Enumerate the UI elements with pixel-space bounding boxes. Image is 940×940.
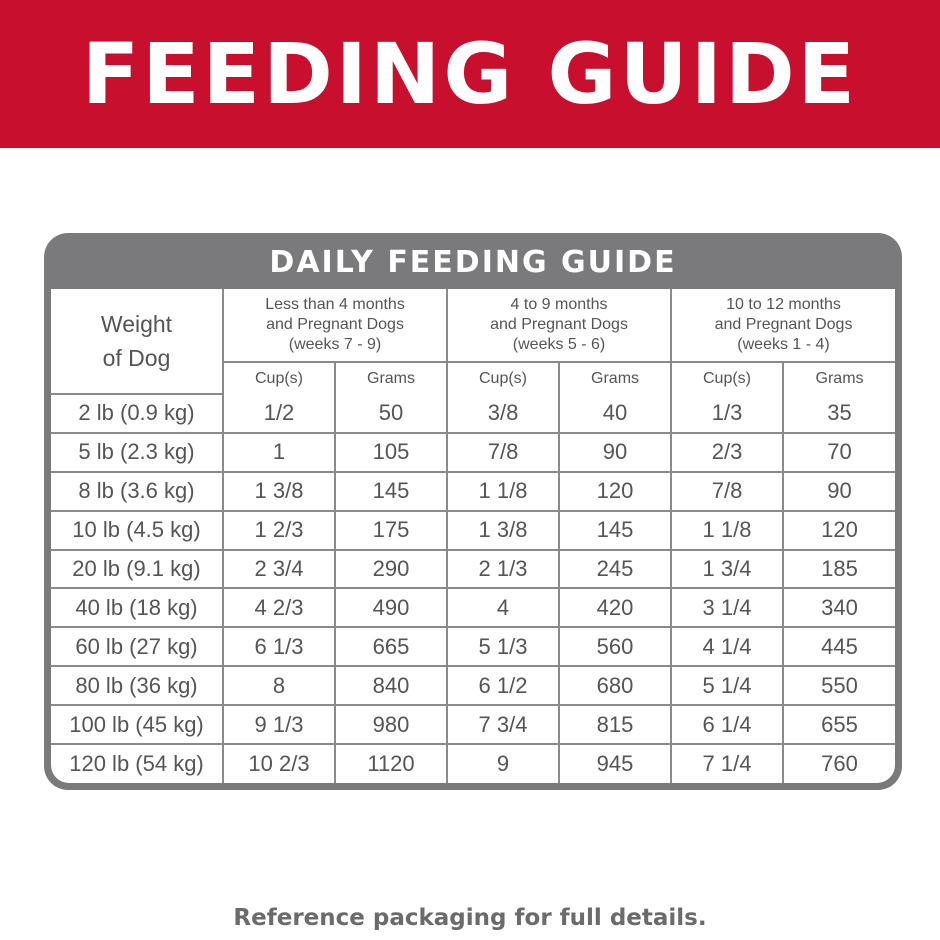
grams-cell: 290 — [335, 550, 447, 589]
cups-cell: 4 — [447, 588, 559, 627]
grams-cell: 90 — [559, 433, 671, 472]
grams-cell: 40 — [559, 394, 671, 433]
page-title: FEEDING GUIDE — [81, 25, 859, 123]
cups-cell: 1/2 — [223, 394, 335, 433]
cups-cell: 6 1/4 — [671, 705, 783, 744]
cups-cell: 4 2/3 — [223, 588, 335, 627]
grams-header: Grams — [559, 362, 671, 394]
table-row — [51, 588, 895, 627]
cups-cell: 9 1/3 — [223, 705, 335, 744]
cups-cell: 1 3/8 — [447, 511, 559, 550]
footer-note: Reference packaging for full details. — [233, 905, 707, 931]
grams-cell: 145 — [335, 472, 447, 511]
cups-cell: 1 3/4 — [671, 550, 783, 589]
grams-cell: 175 — [335, 511, 447, 550]
weight-column-header — [51, 289, 223, 394]
cups-cell: 7 3/4 — [447, 705, 559, 744]
weight-cell: 2 lb (0.9 kg) — [51, 394, 223, 433]
table-title: DAILY FEEDING GUIDE — [269, 244, 677, 280]
table-row — [51, 472, 895, 511]
grams-cell: 980 — [335, 705, 447, 744]
table-row — [51, 705, 895, 744]
grams-cell: 340 — [783, 588, 895, 627]
weight-cell: 8 lb (3.6 kg) — [51, 472, 223, 511]
group-header-line: and Pregnant Dogs — [490, 316, 628, 333]
grams-cell: 50 — [335, 394, 447, 433]
cups-cell: 4 1/4 — [671, 627, 783, 666]
header-banner — [0, 0, 940, 148]
age-group-header — [671, 289, 895, 362]
cups-cell: 1 — [223, 433, 335, 472]
cups-cell: 6 1/3 — [223, 627, 335, 666]
cups-cell: 3/8 — [447, 394, 559, 433]
cups-cell: 1/3 — [671, 394, 783, 433]
table-row — [51, 433, 895, 472]
grams-cell: 120 — [783, 511, 895, 550]
group-header-line: 4 to 9 months — [510, 296, 608, 313]
grams-header: Grams — [783, 362, 895, 394]
grams-cell: 245 — [559, 550, 671, 589]
cups-cell: 8 — [223, 666, 335, 705]
grams-cell: 560 — [559, 627, 671, 666]
grams-cell: 70 — [783, 433, 895, 472]
grams-cell: 145 — [559, 511, 671, 550]
weight-header-line: of Dog — [102, 345, 171, 371]
weight-cell: 40 lb (18 kg) — [51, 588, 223, 627]
cups-cell: 3 1/4 — [671, 588, 783, 627]
grams-cell: 945 — [559, 744, 671, 783]
group-header-line: and Pregnant Dogs — [266, 316, 404, 333]
grams-cell: 420 — [559, 588, 671, 627]
table-row — [51, 744, 895, 783]
weight-cell: 120 lb (54 kg) — [51, 744, 223, 783]
grams-cell: 120 — [559, 472, 671, 511]
grams-cell: 445 — [783, 627, 895, 666]
cups-cell: 7/8 — [447, 433, 559, 472]
table-row — [51, 550, 895, 589]
group-header-line: and Pregnant Dogs — [714, 316, 853, 333]
cups-cell: 10 2/3 — [223, 744, 335, 783]
cups-header: Cup(s) — [447, 362, 559, 394]
grams-cell: 550 — [783, 666, 895, 705]
weight-cell: 10 lb (4.5 kg) — [51, 511, 223, 550]
feeding-table — [51, 289, 895, 783]
weight-header-line: Weight — [100, 311, 173, 337]
cups-cell: 1 1/8 — [447, 472, 559, 511]
table-row — [51, 394, 895, 433]
cups-cell: 5 1/4 — [671, 666, 783, 705]
group-header-line: (weeks 1 - 4) — [737, 336, 830, 353]
cups-cell: 2 3/4 — [223, 550, 335, 589]
grams-cell: 105 — [335, 433, 447, 472]
cups-cell: 7 1/4 — [671, 744, 783, 783]
weight-cell: 80 lb (36 kg) — [51, 666, 223, 705]
weight-cell: 100 lb (45 kg) — [51, 705, 223, 744]
cups-cell: 7/8 — [671, 472, 783, 511]
group-header-row — [51, 289, 895, 362]
group-header-line: (weeks 7 - 9) — [288, 336, 382, 353]
feeding-guide-card — [44, 233, 902, 790]
group-header-line: Less than 4 months — [265, 296, 405, 313]
cups-cell: 2/3 — [671, 433, 783, 472]
age-group-header — [447, 289, 671, 362]
cups-cell: 1 3/8 — [223, 472, 335, 511]
grams-cell: 1120 — [335, 744, 447, 783]
group-header-line: 10 to 12 months — [726, 296, 841, 313]
table-body — [51, 394, 895, 783]
table-row — [51, 627, 895, 666]
grams-cell: 840 — [335, 666, 447, 705]
weight-cell: 20 lb (9.1 kg) — [51, 550, 223, 589]
grams-cell: 680 — [559, 666, 671, 705]
group-header-line: (weeks 5 - 6) — [512, 336, 606, 353]
grams-cell: 665 — [335, 627, 447, 666]
grams-cell: 490 — [335, 588, 447, 627]
cups-cell: 2 1/3 — [447, 550, 559, 589]
table-row — [51, 511, 895, 550]
cups-cell: 9 — [447, 744, 559, 783]
cups-cell: 5 1/3 — [447, 627, 559, 666]
cups-cell: 6 1/2 — [447, 666, 559, 705]
age-group-header — [223, 289, 447, 362]
grams-cell: 185 — [783, 550, 895, 589]
grams-cell: 35 — [783, 394, 895, 433]
table-container — [51, 289, 895, 783]
grams-cell: 90 — [783, 472, 895, 511]
grams-cell: 815 — [559, 705, 671, 744]
cups-cell: 1 2/3 — [223, 511, 335, 550]
grams-cell: 655 — [783, 705, 895, 744]
weight-cell: 5 lb (2.3 kg) — [51, 433, 223, 472]
grams-header: Grams — [335, 362, 447, 394]
cups-header: Cup(s) — [671, 362, 783, 394]
table-row — [51, 666, 895, 705]
grams-cell: 760 — [783, 744, 895, 783]
weight-cell: 60 lb (27 kg) — [51, 627, 223, 666]
cups-header: Cup(s) — [223, 362, 335, 394]
cups-cell: 1 1/8 — [671, 511, 783, 550]
